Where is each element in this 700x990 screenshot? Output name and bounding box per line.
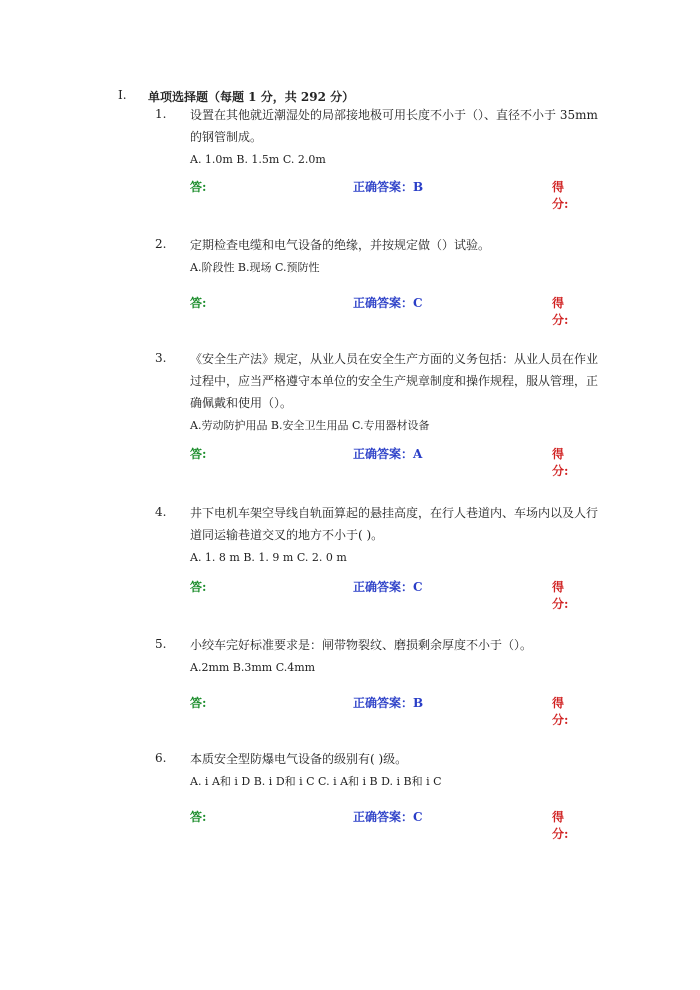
answer-row-5 bbox=[190, 694, 580, 727]
section-heading bbox=[118, 88, 354, 105]
section-number: I. bbox=[118, 88, 127, 102]
score-label: 得分: bbox=[552, 180, 569, 211]
question-number: 1. bbox=[155, 107, 167, 121]
answer-label: 答: bbox=[190, 296, 207, 310]
section-title: 单项选择题（每题 1 分，共 292 分） bbox=[148, 90, 355, 104]
correct-answer: 正确答案：C bbox=[353, 810, 423, 824]
question-3 bbox=[155, 348, 605, 436]
answer-row-3 bbox=[190, 445, 580, 478]
answer-row-1 bbox=[190, 178, 580, 211]
score-label: 得分: bbox=[552, 447, 569, 478]
correct-answer: 正确答案：C bbox=[353, 296, 423, 310]
question-options: A. i A和 i D B. i D和 i C C. i A和 i B D. i B和 i C bbox=[190, 775, 442, 788]
question-number: 4. bbox=[155, 505, 167, 519]
answer-label: 答: bbox=[190, 696, 207, 710]
score-label: 得分: bbox=[552, 696, 569, 727]
answer-row-4 bbox=[190, 578, 580, 611]
question-stem: 《安全生产法》规定，从业人员在安全生产方面的义务包括：从业人员在作业过程中，应当严格遵守本单位的安全生产规章制度和操作规程，服从管理，正确佩戴和使用（）。 bbox=[190, 352, 599, 410]
question-options: A.阶段性 B.现场 C.预防性 bbox=[190, 261, 320, 274]
answer-label: 答: bbox=[190, 180, 207, 194]
question-options: A.劳动防护用品 B.安全卫生用品 C.专用器材设备 bbox=[190, 419, 430, 432]
question-2 bbox=[155, 234, 605, 278]
question-4 bbox=[155, 502, 605, 568]
question-number: 5. bbox=[155, 637, 167, 651]
correct-answer: 正确答案：A bbox=[353, 447, 423, 461]
question-stem: 设置在其他就近潮湿处的局部接地极可用长度不小于（）、直径不小于 35mm 的钢管制成。 bbox=[190, 108, 598, 144]
question-1 bbox=[155, 104, 605, 170]
question-stem: 小绞车完好标准要求是：闸带物裂纹、磨损剩余厚度不小于（）。 bbox=[190, 638, 533, 652]
answer-row-6 bbox=[190, 808, 580, 841]
question-stem: 本质安全型防爆电气设备的级别有( )级。 bbox=[190, 752, 408, 766]
correct-answer: 正确答案：B bbox=[353, 696, 424, 710]
question-5 bbox=[155, 634, 605, 678]
question-stem: 定期检查电缆和电气设备的绝缘，并按规定做（）试验。 bbox=[190, 238, 491, 252]
correct-answer: 正确答案：B bbox=[353, 180, 424, 194]
question-6 bbox=[155, 748, 605, 792]
question-options: A. 1.0m B. 1.5m C. 2.0m bbox=[190, 153, 326, 166]
question-stem: 井下电机车架空导线自轨面算起的悬挂高度，在行人巷道内、车场内以及人行道同运输巷道交叉的地方不小于( )。 bbox=[190, 506, 599, 542]
score-label: 得分: bbox=[552, 296, 569, 327]
answer-label: 答: bbox=[190, 447, 207, 461]
score-label: 得分: bbox=[552, 580, 569, 611]
question-options: A. 1. 8 m B. 1. 9 m C. 2. 0 m bbox=[190, 551, 347, 564]
answer-label: 答: bbox=[190, 810, 207, 824]
correct-answer: 正确答案：C bbox=[353, 580, 423, 594]
question-options: A.2mm B.3mm C.4mm bbox=[190, 661, 316, 674]
question-number: 2. bbox=[155, 237, 167, 251]
score-label: 得分: bbox=[552, 810, 569, 841]
question-number: 3. bbox=[155, 351, 167, 365]
answer-label: 答: bbox=[190, 580, 207, 594]
answer-row-2 bbox=[190, 294, 580, 327]
question-number: 6. bbox=[155, 751, 167, 765]
